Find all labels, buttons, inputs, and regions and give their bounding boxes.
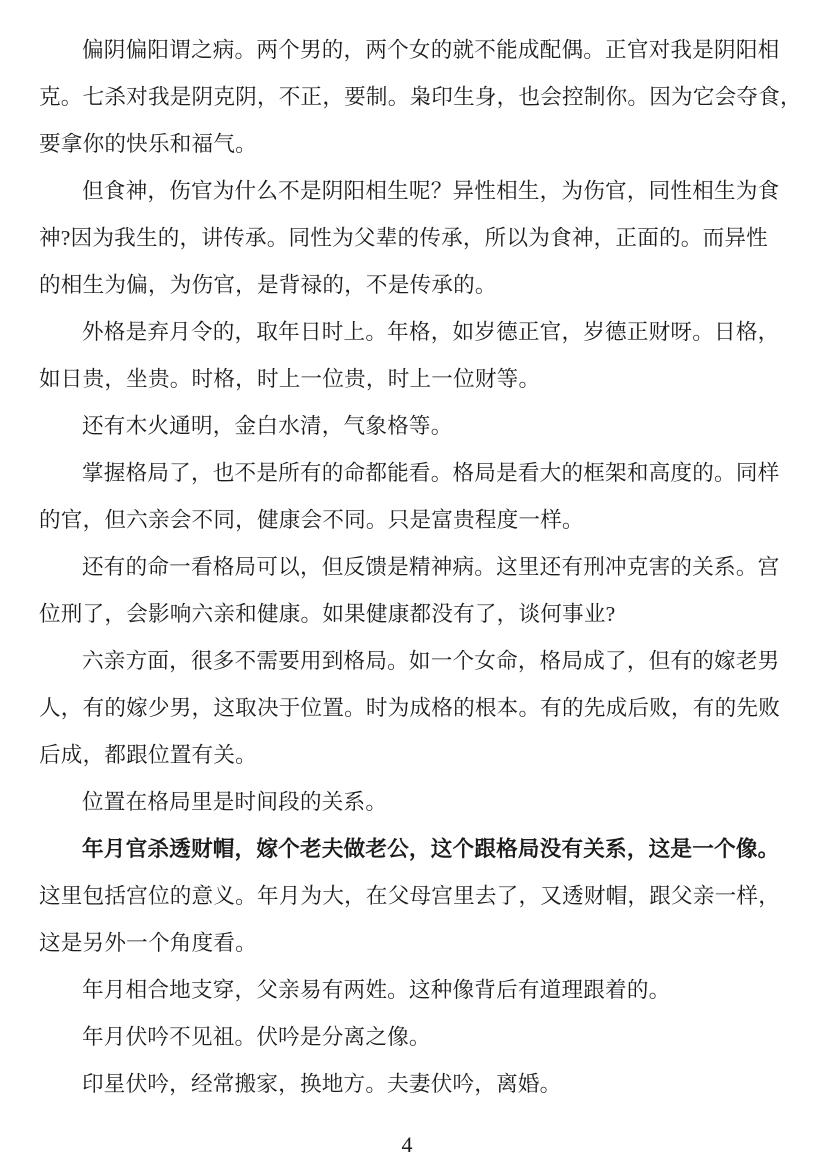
text-line: 要拿你的快乐和福气。 — [39, 132, 257, 156]
text-line: 还有的命一看格局可以，但反馈是精神病。这里还有刑冲克害的关系。宫 — [82, 555, 780, 579]
text-line: 这里包括宫位的意义。年月为大，在父母宫里去了，又透财帽，跟父亲一样， — [39, 884, 780, 908]
text-line: 还有木火通明，金白水清，气象格等。 — [82, 414, 453, 438]
text-line: 人，有的嫁少男，这取决于位置。时为成格的根本。有的先成后败，有的先败 — [39, 696, 780, 720]
text-line: 年月伏吟不见祖。伏吟是分离之像。 — [82, 1025, 431, 1049]
text-line: 如日贵，坐贵。时格，时上一位贵，时上一位财等。 — [39, 367, 541, 391]
paragraph — [39, 168, 784, 309]
text-line: 掌握格局了，也不是所有的命都能看。格局是看大的框架和高度的。同样 — [82, 461, 780, 485]
paragraph — [39, 826, 784, 967]
paragraph — [39, 450, 784, 544]
text-line: 外格是弃月令的，取年日时上。年格，如岁德正官，岁德正财呀。日格， — [82, 320, 780, 344]
paragraph — [39, 27, 802, 168]
text-line: 神?因为我生的，讲传承。同性为父辈的传承，所以为食神，正面的。而异性 — [39, 226, 768, 250]
paragraph — [39, 1061, 784, 1108]
text-line: 的相生为偏，为伤官，是背禄的，不是传承的。 — [39, 273, 497, 297]
paragraph — [39, 779, 784, 826]
paragraph — [39, 544, 784, 638]
text-line: 偏阴偏阳谓之病。两个男的，两个女的就不能成配偶。正官对我是阴阳相 — [82, 38, 780, 62]
text-line: 后成，都跟位置有关。 — [39, 743, 257, 767]
page-number: 4 — [401, 1132, 413, 1154]
text-line: 年月相合地支穿，父亲易有两姓。这种像背后有道理跟着的。 — [82, 978, 671, 1002]
text-line: 六亲方面，很多不需要用到格局。如一个女命，格局成了，但有的嫁老男 — [82, 649, 780, 673]
paragraph — [39, 309, 784, 403]
text-line: 位刑了，会影响六亲和健康。如果健康都没有了，谈何事业? — [39, 602, 616, 626]
paragraph — [39, 638, 784, 779]
paragraph — [39, 1014, 784, 1061]
paragraph — [39, 967, 784, 1014]
paragraph — [39, 403, 784, 450]
text-line: 但食神，伤官为什么不是阴阳相生呢？异性相生，为伤官，同性相生为食 — [82, 179, 780, 203]
text-line: 印星伏吟，经常搬家，换地方。夫妻伏吟，离婚。 — [82, 1072, 562, 1096]
text-line: 克。七杀对我是阴克阴，不正，要制。枭印生身，也会控制你。因为它会夺食， — [39, 85, 802, 109]
text-line: 的官，但六亲会不同，健康会不同。只是富贵程度一样。 — [39, 508, 584, 532]
text-line: 这是另外一个角度看。 — [39, 931, 257, 955]
text-line: 位置在格局里是时间段的关系。 — [82, 790, 388, 814]
text-line: 年月官杀透财帽，嫁个老夫做老公，这个跟格局没有关系，这是一个像。 — [82, 837, 780, 861]
